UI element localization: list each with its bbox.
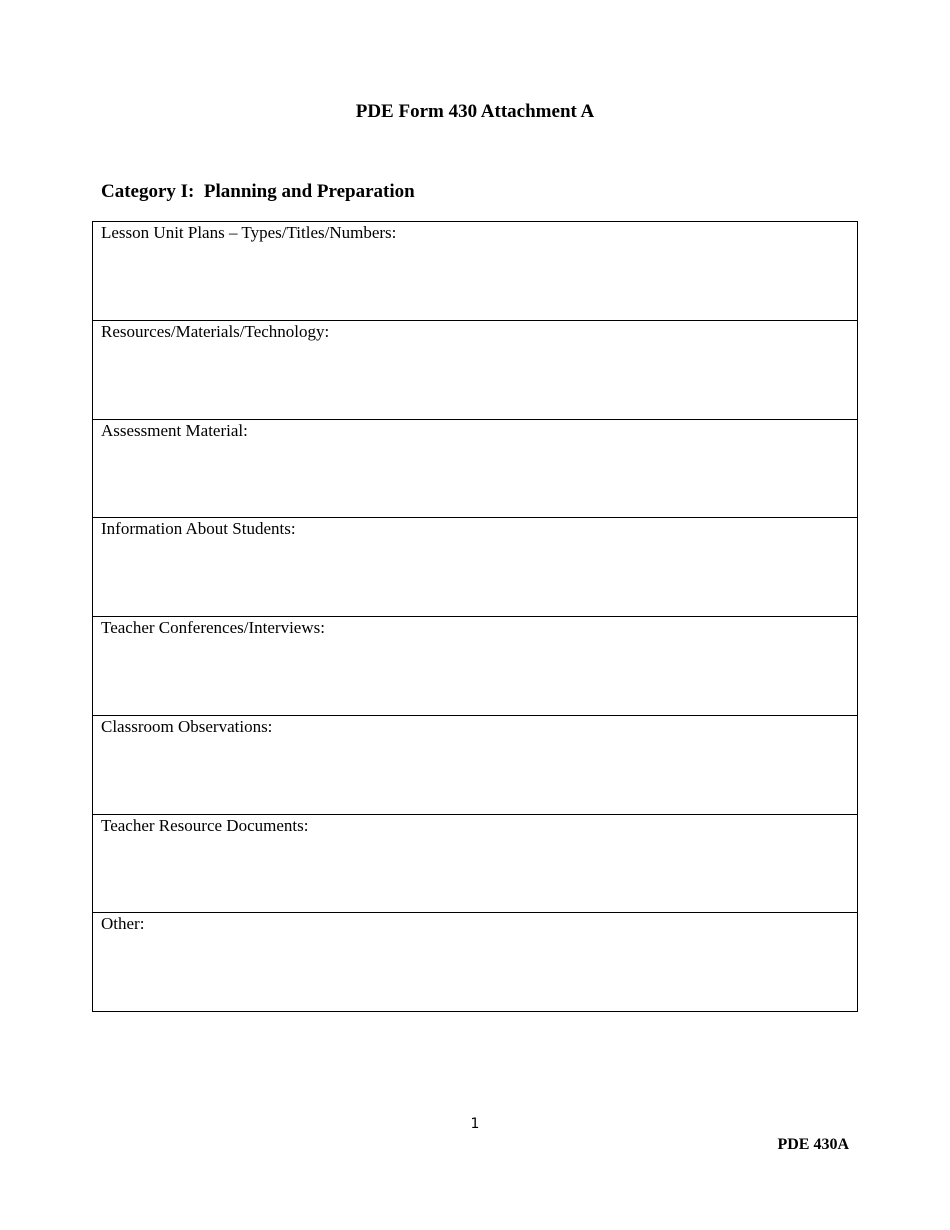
- row-label: Resources/Materials/Technology:: [101, 321, 330, 341]
- row-label: Other:: [101, 914, 145, 934]
- category-heading: Category I: Planning and Preparation: [101, 181, 415, 202]
- row-label: Lesson Unit Plans – Types/Titles/Numbers:: [101, 223, 397, 242]
- form-code: PDE 430A: [777, 1136, 849, 1153]
- row-label: Teacher Resource Documents:: [101, 815, 309, 835]
- page-title: PDE Form 430 Attachment A: [355, 101, 595, 122]
- form-row-other[interactable]: [93, 912, 857, 1011]
- form-row-teacher-conferences[interactable]: [93, 616, 857, 715]
- form-row-classroom-observations[interactable]: [93, 715, 857, 814]
- form-row-resources[interactable]: [93, 320, 857, 419]
- row-label: Assessment Material:: [101, 420, 248, 440]
- page-number: 1: [470, 1116, 480, 1132]
- row-label: Classroom Observations:: [101, 716, 273, 736]
- form-row-assessment-material[interactable]: [93, 419, 857, 518]
- row-label: Teacher Conferences/Interviews:: [101, 618, 325, 637]
- form-row-teacher-resource-documents[interactable]: [93, 814, 857, 913]
- planning-preparation-table: [92, 221, 858, 1012]
- form-row-information-about-students[interactable]: [93, 517, 857, 616]
- form-row-lesson-unit-plans[interactable]: [93, 222, 857, 320]
- row-label: Information About Students:: [101, 519, 296, 539]
